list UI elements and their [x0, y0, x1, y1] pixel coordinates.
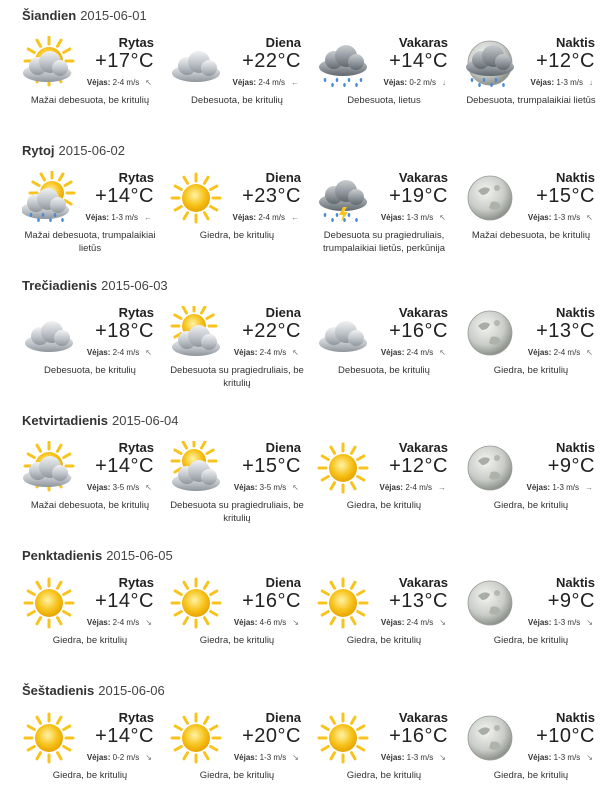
period-label: Rytas: [118, 710, 154, 725]
temperature: +14°C: [95, 590, 154, 612]
weather-description: Mažai debesuota, be kritulių: [471, 230, 591, 241]
period-label: Naktis: [555, 710, 595, 725]
wind-info: [384, 78, 446, 87]
period-label: Vakaras: [398, 440, 448, 455]
temperature: +14°C: [95, 455, 154, 477]
wind-info: [528, 618, 593, 627]
weather-description: Debesuota, trumpalaikiai lietūs: [466, 95, 596, 106]
forecast-slot-vakaras: [314, 165, 454, 261]
day-name: Ketvirtadienis: [22, 413, 108, 428]
wind-info: [380, 483, 446, 492]
period-label: Vakaras: [398, 305, 448, 320]
wind-direction-arrow-icon: ↖: [145, 483, 152, 492]
wind-info: [527, 483, 593, 492]
wind-direction-arrow-icon: ↘: [586, 753, 593, 762]
forecast-slot-vakaras: [314, 300, 454, 396]
forecast-slot-naktis: [461, 300, 601, 396]
weather-description: Mažai debesuota, trumpalaikiai lietūs: [24, 230, 156, 254]
wind-info: [87, 483, 152, 492]
wind-label: Vėjas:: [527, 348, 552, 357]
period-label: Vakaras: [398, 35, 448, 50]
period-label: Rytas: [118, 575, 154, 590]
forecast-slot-rytas: [20, 165, 160, 261]
temperature: +9°C: [547, 590, 595, 612]
wind-direction-arrow-icon: ↘: [439, 618, 446, 627]
temperature: +9°C: [547, 455, 595, 477]
wind-speed: 1-3 m/s: [552, 483, 579, 492]
wind-speed: 2-4 m/s: [258, 78, 285, 87]
weather-description: Debesuota, be kritulių: [191, 95, 283, 106]
forecast-slot-vakaras: [314, 570, 454, 666]
period-label: Diena: [265, 575, 301, 590]
wind-speed: 1-3 m/s: [406, 213, 434, 222]
wind-label: Vėjas:: [86, 618, 111, 627]
weather-description: Giedra, be kritulių: [493, 635, 569, 646]
wind-speed: 3-5 m/s: [259, 483, 287, 492]
wind-info: [233, 213, 299, 222]
temperature: +22°C: [242, 320, 301, 342]
forecast-slot-rytas: [20, 705, 160, 801]
wind-speed: 2-4 m/s: [259, 348, 287, 357]
period-label: Diena: [265, 710, 301, 725]
wind-direction-arrow-icon: ↓: [442, 78, 446, 87]
wind-speed: 2-4 m/s: [406, 618, 434, 627]
wind-speed: 2-4 m/s: [405, 483, 432, 492]
day-heading: [22, 683, 165, 698]
temperature: +18°C: [95, 320, 154, 342]
weather-description: Giedra, be kritulių: [199, 230, 275, 241]
moon-icon: [463, 171, 517, 225]
wind-info: [531, 78, 593, 87]
day-name: Penktadienis: [22, 548, 103, 563]
wind-label: Vėjas:: [380, 213, 405, 222]
forecast-slot-diena: [167, 300, 307, 396]
forecast-slot-vakaras: [314, 30, 454, 126]
wind-direction-arrow-icon: ↖: [292, 348, 299, 357]
wind-direction-arrow-icon: ↘: [586, 618, 593, 627]
wind-label: Vėjas:: [383, 78, 408, 87]
period-label: Rytas: [118, 440, 154, 455]
day-name: Šiandien: [22, 8, 77, 23]
forecast-slot-diena: [167, 30, 307, 126]
wind-speed: 2-4 m/s: [406, 348, 434, 357]
wind-speed: 1-3 m/s: [553, 213, 581, 222]
weather-description: Debesuota, lietus: [347, 95, 421, 106]
wind-label: Vėjas:: [526, 483, 551, 492]
period-label: Diena: [265, 35, 301, 50]
weather-description: Giedra, be kritulių: [346, 635, 422, 646]
temperature: +16°C: [242, 590, 301, 612]
wind-direction-arrow-icon: ←: [144, 213, 152, 222]
wind-direction-arrow-icon: ←: [291, 78, 299, 87]
wind-direction-arrow-icon: ↘: [292, 618, 299, 627]
temperature: +23°C: [242, 185, 301, 207]
forecast-slot-naktis: [461, 30, 601, 126]
wind-direction-arrow-icon: ↖: [586, 348, 593, 357]
forecast-slot-vakaras: [314, 705, 454, 801]
wind-speed: 2-4 m/s: [112, 348, 140, 357]
sun-icon: [316, 441, 370, 495]
forecast-slot-diena: [167, 705, 307, 801]
wind-direction-arrow-icon: ↘: [439, 753, 446, 762]
wind-info: [234, 348, 299, 357]
wind-direction-arrow-icon: ↖: [145, 348, 152, 357]
wind-direction-arrow-icon: →: [585, 483, 593, 492]
temperature: +22°C: [242, 50, 301, 72]
temperature: +14°C: [389, 50, 448, 72]
wind-info: [87, 78, 152, 87]
wind-direction-arrow-icon: ↘: [292, 753, 299, 762]
day-date: 2015-06-02: [58, 143, 125, 158]
forecast-slot-naktis: [461, 570, 601, 666]
forecast-slot-rytas: [20, 300, 160, 396]
moon-icon: [463, 576, 517, 630]
wind-direction-arrow-icon: ↖: [145, 78, 152, 87]
wind-info: [381, 213, 446, 222]
temperature: +12°C: [389, 455, 448, 477]
period-label: Vakaras: [398, 170, 448, 185]
wind-speed: 1-3 m/s: [259, 753, 287, 762]
wind-speed: 1-3 m/s: [553, 618, 581, 627]
wind-speed: 2-4 m/s: [553, 348, 581, 357]
temperature: +15°C: [242, 455, 301, 477]
forecast-slot-diena: [167, 165, 307, 261]
wind-label: Vėjas:: [233, 753, 258, 762]
wind-label: Vėjas:: [380, 348, 405, 357]
wind-speed: 2-4 m/s: [112, 618, 140, 627]
day-date: 2015-06-01: [80, 8, 147, 23]
forecast-slot-rytas: [20, 435, 160, 531]
wind-label: Vėjas:: [233, 483, 258, 492]
weather-description: Debesuota, be kritulių: [338, 365, 430, 376]
period-label: Diena: [265, 305, 301, 320]
wind-info: [87, 618, 152, 627]
weather-description: Giedra, be kritulių: [199, 635, 275, 646]
wind-info: [86, 213, 152, 222]
weather-description: Debesuota su pragiedruliais, be kritulių: [170, 500, 304, 524]
wind-direction-arrow-icon: ↖: [292, 483, 299, 492]
weather-description: Debesuota su pragiedruliais, trumpalaikiai lietūs, perkūnija: [323, 230, 445, 254]
wind-speed: 4-6 m/s: [259, 618, 287, 627]
wind-info: [87, 753, 152, 762]
wind-info: [234, 483, 299, 492]
wind-direction-arrow-icon: ↘: [145, 753, 152, 762]
wind-speed: 1-3 m/s: [553, 753, 581, 762]
day-heading: [22, 143, 125, 158]
rain-cloud-icon: [316, 36, 370, 90]
day-name: Trečiadienis: [22, 278, 98, 293]
day-date: 2015-06-03: [101, 278, 168, 293]
wind-info: [381, 618, 446, 627]
day-name: Rytoj: [22, 143, 55, 158]
period-label: Rytas: [118, 35, 154, 50]
wind-direction-arrow-icon: ↘: [145, 618, 152, 627]
forecast-slot-naktis: [461, 165, 601, 261]
wind-label: Vėjas:: [233, 618, 258, 627]
wind-speed: 1-3 m/s: [406, 753, 434, 762]
moon-with-rain-cloud-icon: [463, 36, 517, 90]
sun-icon: [22, 711, 76, 765]
wind-label: Vėjas:: [232, 78, 257, 87]
forecast-slot-naktis: [461, 435, 601, 531]
day-heading: [22, 8, 147, 23]
temperature: +14°C: [95, 725, 154, 747]
day-heading: [22, 413, 178, 428]
day-name: Šeštadienis: [22, 683, 95, 698]
day-date: 2015-06-06: [98, 683, 165, 698]
wind-speed: 0-2 m/s: [112, 753, 140, 762]
wind-direction-arrow-icon: ↓: [589, 78, 593, 87]
wind-label: Vėjas:: [86, 483, 111, 492]
wind-label: Vėjas:: [232, 213, 257, 222]
weather-description: Giedra, be kritulių: [52, 635, 128, 646]
wind-label: Vėjas:: [527, 213, 552, 222]
wind-info: [234, 618, 299, 627]
weather-description: Giedra, be kritulių: [52, 770, 128, 781]
temperature: +12°C: [536, 50, 595, 72]
temperature: +19°C: [389, 185, 448, 207]
day-date: 2015-06-05: [106, 548, 173, 563]
period-label: Rytas: [118, 305, 154, 320]
forecast-slot-diena: [167, 435, 307, 531]
weather-description: Mažai debesuota, be kritulių: [30, 500, 150, 511]
sun-with-cloud-icon: [22, 441, 76, 495]
weather-description: Giedra, be kritulių: [493, 500, 569, 511]
period-label: Naktis: [555, 440, 595, 455]
forecast-slot-rytas: [20, 30, 160, 126]
wind-label: Vėjas:: [85, 213, 110, 222]
wind-speed: 1-3 m/s: [556, 78, 583, 87]
sun-icon: [316, 711, 370, 765]
moon-icon: [463, 306, 517, 360]
wind-label: Vėjas:: [86, 78, 111, 87]
wind-speed: 0-2 m/s: [409, 78, 436, 87]
forecast-slot-vakaras: [314, 435, 454, 531]
weather-description: Giedra, be kritulių: [493, 365, 569, 376]
wind-speed: 1-3 m/s: [111, 213, 138, 222]
wind-label: Vėjas:: [530, 78, 555, 87]
weather-description: Debesuota, be kritulių: [44, 365, 136, 376]
sun-icon: [169, 576, 223, 630]
weather-description: Giedra, be kritulių: [493, 770, 569, 781]
wind-direction-arrow-icon: ↖: [586, 213, 593, 222]
wind-label: Vėjas:: [527, 753, 552, 762]
weather-description: Giedra, be kritulių: [346, 500, 422, 511]
forecast-slot-naktis: [461, 705, 601, 801]
weather-description: Debesuota su pragiedruliais, be kritulių: [170, 365, 304, 389]
wind-speed: 2-4 m/s: [258, 213, 285, 222]
wind-speed: 2-4 m/s: [112, 78, 140, 87]
wind-direction-arrow-icon: ←: [291, 213, 299, 222]
temperature: +13°C: [536, 320, 595, 342]
wind-direction-arrow-icon: ↖: [439, 213, 446, 222]
wind-direction-arrow-icon: ↖: [439, 348, 446, 357]
wind-label: Vėjas:: [86, 753, 111, 762]
thunderstorm-cloud-icon: [316, 171, 370, 225]
wind-info: [233, 78, 299, 87]
wind-info: [234, 753, 299, 762]
sun-icon: [316, 576, 370, 630]
weather-description: Giedra, be kritulių: [199, 770, 275, 781]
sun-with-rain-cloud-icon: [22, 171, 76, 225]
temperature: +20°C: [242, 725, 301, 747]
temperature: +10°C: [536, 725, 595, 747]
forecast-slot-rytas: [20, 570, 160, 666]
period-label: Naktis: [555, 170, 595, 185]
cloud-icon: [22, 306, 76, 360]
wind-info: [381, 348, 446, 357]
sun-icon: [169, 171, 223, 225]
wind-info: [528, 213, 593, 222]
day-date: 2015-06-04: [111, 413, 179, 428]
forecast-slot-diena: [167, 570, 307, 666]
temperature: +16°C: [389, 320, 448, 342]
period-label: Naktis: [555, 575, 595, 590]
temperature: +13°C: [389, 590, 448, 612]
day-heading: [22, 548, 173, 563]
wind-label: Vėjas:: [380, 753, 405, 762]
temperature: +17°C: [95, 50, 154, 72]
wind-info: [528, 348, 593, 357]
wind-label: Vėjas:: [379, 483, 404, 492]
period-label: Diena: [265, 440, 301, 455]
sun-icon: [169, 711, 223, 765]
sun-with-cloud-icon: [22, 36, 76, 90]
wind-info: [87, 348, 152, 357]
sun-behind-cloud-icon: [169, 306, 223, 360]
temperature: +15°C: [536, 185, 595, 207]
temperature: +14°C: [95, 185, 154, 207]
period-label: Diena: [265, 170, 301, 185]
period-label: Vakaras: [398, 575, 448, 590]
period-label: Naktis: [555, 35, 595, 50]
weather-description: Giedra, be kritulių: [346, 770, 422, 781]
wind-label: Vėjas:: [233, 348, 258, 357]
cloud-icon: [316, 306, 370, 360]
moon-icon: [463, 711, 517, 765]
day-heading: [22, 278, 168, 293]
period-label: Vakaras: [398, 710, 448, 725]
wind-speed: 3-5 m/s: [112, 483, 140, 492]
period-label: Naktis: [555, 305, 595, 320]
wind-direction-arrow-icon: →: [438, 483, 446, 492]
temperature: +16°C: [389, 725, 448, 747]
wind-info: [528, 753, 593, 762]
period-label: Rytas: [118, 170, 154, 185]
wind-info: [381, 753, 446, 762]
moon-icon: [463, 441, 517, 495]
wind-label: Vėjas:: [380, 618, 405, 627]
sun-icon: [22, 576, 76, 630]
wind-label: Vėjas:: [527, 618, 552, 627]
sun-behind-cloud-icon: [169, 441, 223, 495]
wind-label: Vėjas:: [86, 348, 111, 357]
weather-description: Mažai debesuota, be kritulių: [30, 95, 150, 106]
cloud-icon: [169, 36, 223, 90]
